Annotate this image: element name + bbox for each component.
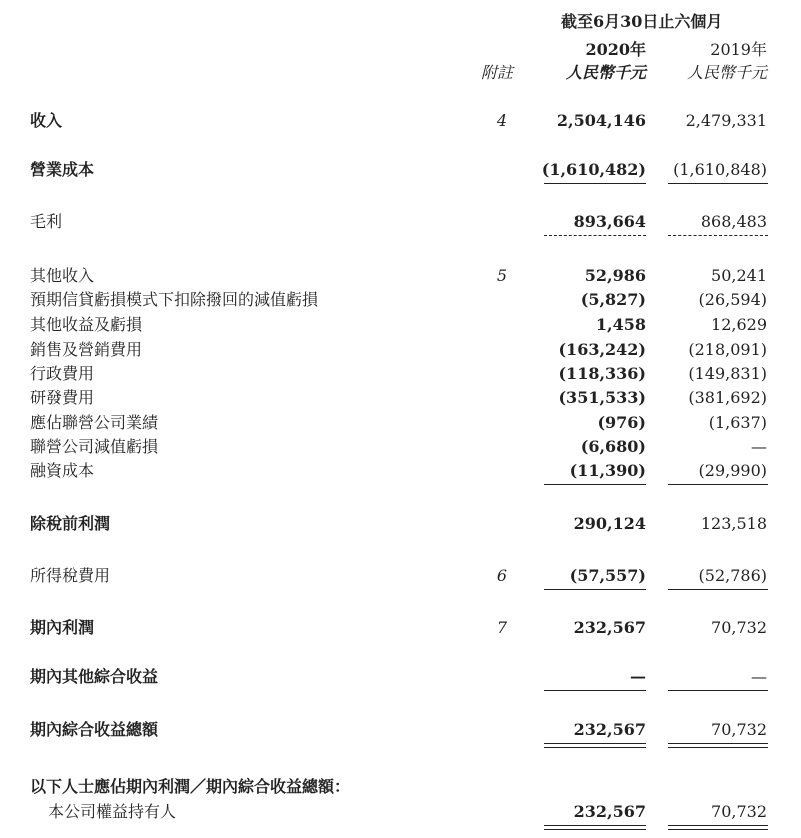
subtotal-rule: [544, 589, 646, 590]
row-value-2019: 2,479,331: [685, 111, 767, 130]
row-label: 毛利: [30, 212, 63, 231]
row-label: 其他收入: [30, 266, 95, 285]
row-value-2020: 232,567: [573, 618, 646, 637]
row-value-2020: (5,827): [580, 290, 646, 309]
year-2020-header: 2020年: [585, 40, 646, 59]
row-label: 銷售及營銷費用: [30, 340, 143, 359]
row-value-2019: 70,732: [711, 618, 767, 637]
currency-2019-header: 人民幣千元: [686, 63, 767, 82]
subtotal-rule: [544, 235, 646, 236]
row-value-2019: 123,518: [700, 514, 767, 533]
row-value-2019: (26,594): [698, 290, 767, 309]
row-label: 所得稅費用: [30, 566, 111, 585]
row-label: 研發費用: [30, 388, 95, 407]
row-label: 期內利潤: [30, 618, 95, 637]
subtotal-rule: [668, 183, 768, 184]
row-value-2019: 70,732: [711, 720, 767, 739]
row-value-2019: —: [751, 437, 767, 456]
row-value-2019: —: [751, 667, 767, 686]
row-value-2019: (381,692): [688, 388, 767, 407]
row-value-2019: (1,610,848): [673, 160, 767, 179]
row-value-2020: 232,567: [573, 802, 646, 821]
row-label: 預期信貸虧損模式下扣除撥回的減值虧損: [30, 290, 319, 309]
row-label: 聯營公司減值虧損: [30, 437, 159, 456]
currency-2020-header: 人民幣千元: [565, 63, 646, 82]
row-label: 期內綜合收益總額: [30, 720, 159, 739]
total-double-rule: [544, 743, 646, 748]
row-label: 融資成本: [30, 461, 95, 480]
row-value-2020: 232,567: [573, 720, 646, 739]
row-value-2019: (52,786): [698, 566, 767, 585]
subtotal-rule: [544, 183, 646, 184]
note-column-header: 附註: [481, 63, 514, 82]
row-note: 5: [496, 266, 508, 285]
row-label: 行政費用: [30, 364, 95, 383]
row-value-2019: (1,637): [708, 413, 767, 432]
total-double-rule: [544, 825, 646, 830]
row-value-2020: (57,557): [569, 566, 646, 585]
row-value-2019: 70,732: [711, 802, 767, 821]
row-value-2020: 2,504,146: [556, 111, 646, 130]
attribution-heading: 以下人士應佔期內利潤／期內綜合收益總額：: [30, 777, 351, 796]
row-value-2019: 50,241: [711, 266, 767, 285]
row-label: 其他收益及虧損: [30, 315, 143, 334]
subtotal-rule: [668, 589, 768, 590]
total-double-rule: [668, 825, 768, 830]
row-label: 除稅前利潤: [30, 514, 111, 533]
row-value-2020: (11,390): [569, 461, 646, 480]
subtotal-rule: [668, 690, 768, 691]
row-value-2020: (118,336): [558, 364, 646, 383]
subtotal-rule: [544, 690, 646, 691]
subtotal-rule: [668, 235, 768, 236]
row-value-2019: (29,990): [698, 461, 767, 480]
row-value-2020: (163,242): [558, 340, 646, 359]
period-header: 截至6月30日止六個月: [561, 12, 723, 31]
row-value-2020: (1,610,482): [541, 160, 646, 179]
row-value-2020: (6,680): [580, 437, 646, 456]
row-value-2020: 1,458: [595, 315, 646, 334]
row-value-2020: 893,664: [573, 212, 646, 231]
row-value-2019: 868,483: [700, 212, 767, 231]
row-value-2020: (976): [597, 413, 646, 432]
row-label: 本公司權益持有人: [48, 802, 177, 821]
row-value-2019: (149,831): [688, 364, 767, 383]
row-note: 4: [496, 111, 508, 130]
row-value-2020: —: [630, 667, 646, 686]
total-double-rule: [668, 743, 768, 748]
row-label: 應佔聯營公司業績: [30, 413, 159, 432]
row-label: 期內其他綜合收益: [30, 667, 159, 686]
row-value-2019: (218,091): [688, 340, 767, 359]
subtotal-rule: [668, 484, 768, 485]
subtotal-rule: [544, 484, 646, 485]
row-note: 7: [496, 618, 508, 637]
year-2019-header: 2019年: [710, 40, 767, 59]
row-value-2020: 290,124: [573, 514, 646, 533]
row-note: 6: [496, 566, 508, 585]
row-label: 營業成本: [30, 160, 95, 179]
row-value-2020: (351,533): [558, 388, 646, 407]
row-label: 收入: [30, 111, 63, 130]
row-value-2019: 12,629: [711, 315, 767, 334]
row-value-2020: 52,986: [584, 266, 646, 285]
